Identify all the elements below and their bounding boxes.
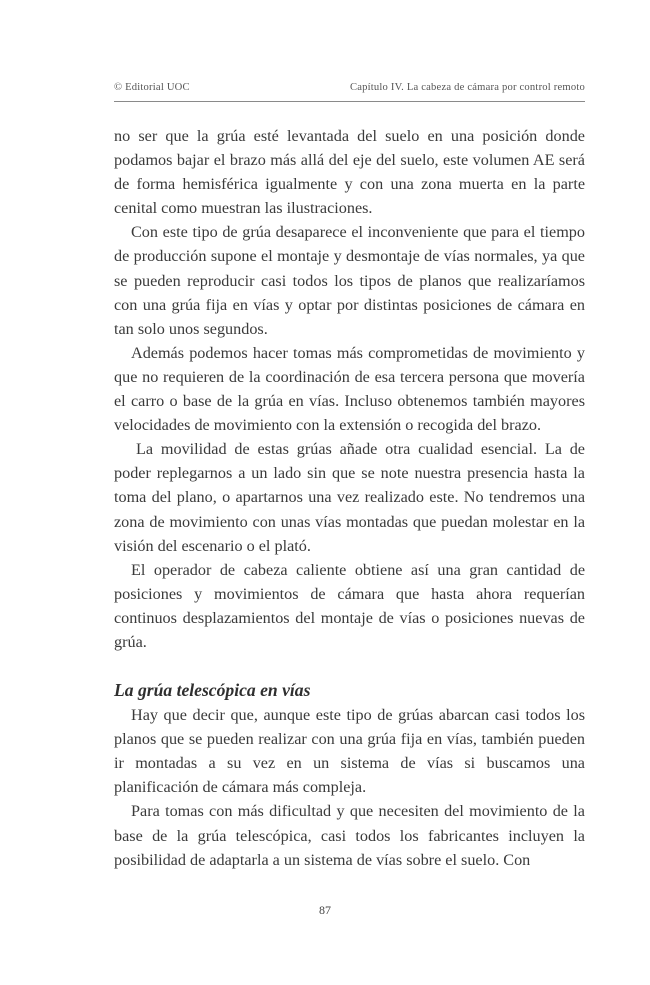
paragraph: no ser que la grúa esté levantada del suelo en una posición donde podamos bajar el brazo más allá del eje del suelo, este volumen AE será de forma hemisférica igualmente y con una zona muerta en la parte cenital como muestran las ilustraciones. [114,127,585,218]
chapter-title: Capítulo IV. La cabeza de cámara por control remoto [349,82,585,93]
paragraph: Para tomas con más dificultad y que necesiten del movimiento de la base de la grúa telescópica, casi todos los fabricantes incluyen la posibilidad de adaptarla a un sistema de vías sobre el suelo. Con [114,802,585,869]
paragraph: La movilidad de estas grúas añade otra cualidad esencial. La de poder replegarnos a un lado sin que se note nuestra presencia hasta la toma del plano, o apartarnos una vez realizado este. No tendremos una zona de movimiento con unas vías montadas que puedan molestar en la visión del escenario o el plató. [114,440,585,555]
publisher-credit: © Editorial UOC [114,82,190,93]
running-header [114,82,585,100]
paragraph: Con este tipo de grúa desaparece el inconveniente que para el tiempo de producción supone el montaje y desmontaje de vías normales, ya que se pueden reproducir casi todos los tipos de planos que realizaríamos con una grúa fija en vías y optar por distintas posiciones de cámara en tan solo unos segundos. [114,223,585,338]
section-heading: La grúa telescópica en vías [114,680,311,701]
header-divider [114,101,585,102]
paragraph: El operador de cabeza caliente obtiene así una gran cantidad de posiciones y movimientos de cámara que hasta ahora requerían continuos desplazamientos del montaje de vías o posiciones nuevas de grúa. [114,560,585,651]
page-number: 87 [319,903,331,917]
main-text [114,124,585,872]
paragraph: Hay que decir que, aunque este tipo de grúas abarcan casi todos los planos que se pueden realizar con una grúa fija en vías, también pueden ir montadas a su vez en un sistema de vías si buscamos una planificación de cámara más compleja. [114,706,585,797]
paragraph: Además podemos hacer tomas más comprometidas de movimiento y que no requieren de la coordinación de esa tercera persona que movería el carro o base de la grúa en vías. Incluso obtenemos también mayores velocidades de movimiento con la extensión o recogida del brazo. [114,343,585,435]
